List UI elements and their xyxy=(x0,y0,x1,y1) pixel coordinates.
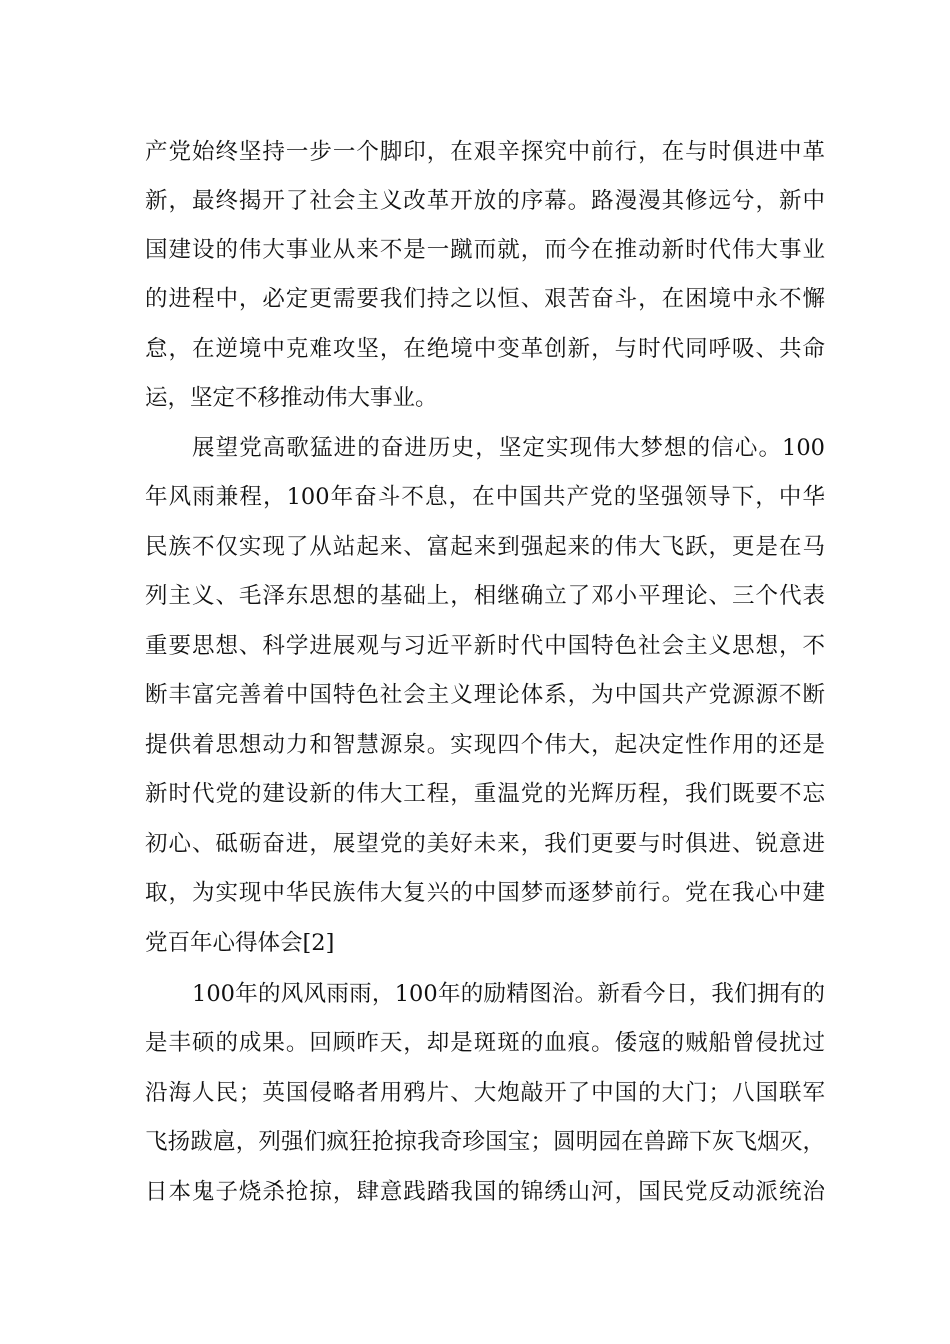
text-line: 新，最终揭开了社会主义改革开放的序幕。路漫漫其修远兮，新中 xyxy=(145,188,825,214)
text-line: 党百年心得体会[2] xyxy=(145,930,335,956)
text-line: 重要思想、科学进展观与习近平新时代中国特色社会主义思想，不 xyxy=(145,633,825,659)
text-line: 取，为实现中华民族伟大复兴的中国梦而逐梦前行。党在我心中建 xyxy=(145,880,825,906)
text-line: 提供着思想动力和智慧源泉。实现四个伟大，起决定性作用的还是 xyxy=(145,732,825,758)
text-line: 国建设的伟大事业从来不是一蹴而就，而今在推动新时代伟大事业 xyxy=(145,237,825,263)
text-line: 运，坚定不移推动伟大事业。 xyxy=(145,385,438,411)
text-line: 民族不仅实现了从站起来、富起来到强起来的伟大飞跃，更是在马 xyxy=(145,534,825,560)
text-line: 沿海人民；英国侵略者用鸦片、大炮敲开了中国的大门；八国联军 xyxy=(145,1080,825,1106)
text-line: 年风雨兼程，100年奋斗不息，在中国共产党的坚强领导下，中华 xyxy=(145,484,825,510)
text-line: 日本鬼子烧杀抢掠，肆意践踏我国的锦绣山河，国民党反动派统治 xyxy=(145,1179,825,1205)
text-line: 新时代党的建设新的伟大工程，重温党的光辉历程，我们既要不忘 xyxy=(145,781,825,807)
text-line: 怠，在逆境中克难攻坚，在绝境中变革创新，与时代同呼吸、共命 xyxy=(145,336,825,362)
text-line: 初心、砥砺奋进，展望党的美好未来，我们更要与时俱进、锐意进 xyxy=(145,831,825,857)
text-line: 产党始终坚持一步一个脚印，在艰辛探究中前行，在与时俱进中革 xyxy=(145,139,825,165)
text-line: 断丰富完善着中国特色社会主义理论体系，为中国共产党源源不断 xyxy=(145,682,825,708)
text-line: 的进程中，必定更需要我们持之以恒、艰苦奋斗，在困境中永不懈 xyxy=(145,286,825,312)
text-line: 飞扬跋扈，列强们疯狂抢掠我奇珍国宝；圆明园在兽蹄下灰飞烟灭， xyxy=(145,1129,825,1155)
paragraph-first-line: 展望党高歌猛进的奋进历史，坚定实现伟大梦想的信心。100 xyxy=(192,435,825,461)
text-line: 列主义、毛泽东思想的基础上，相继确立了邓小平理论、三个代表 xyxy=(145,583,825,609)
paragraph-first-line: 100年的风风雨雨，100年的励精图治。新看今日，我们拥有的 xyxy=(192,981,825,1007)
text-line: 是丰硕的成果。回顾昨天，却是斑斑的血痕。倭寇的贼船曾侵扰过 xyxy=(145,1030,825,1056)
